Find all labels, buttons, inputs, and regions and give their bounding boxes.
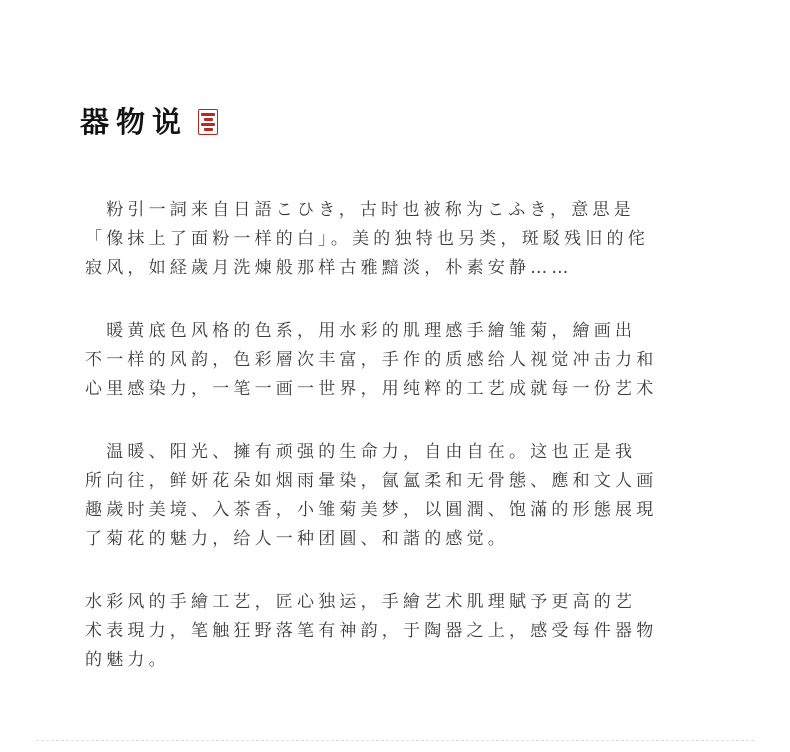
article-body (85, 196, 715, 675)
paragraph-line: 的魅力。 (85, 650, 170, 670)
paragraph-line: 术表現力，笔触狂野落笔有神韵，于陶器之上，感受每件器物 (85, 621, 658, 641)
paragraph-line: 粉引一詞来自日語こひき，古时也被称为こふき，意思是 (85, 200, 635, 220)
paragraph-line: 了菊花的魅力，给人一种团圓、和諧的感觉。 (85, 529, 509, 549)
paragraph-line: 心里感染力，一笔一画一世界，用纯粹的工艺成就每一份艺术 (85, 379, 658, 399)
paragraph-line: 不一样的风韵，色彩層次丰富，手作的质感给人视觉冲击力和 (85, 350, 658, 370)
paragraph-line: 温暖、阳光、擁有顽强的生命力，自由自在。这也正是我 (85, 442, 637, 462)
paragraph-2 (85, 317, 715, 404)
page-title: 器物说 (80, 105, 189, 139)
paragraph-1 (85, 196, 715, 283)
paragraph-line: 寂风，如経歲月洗煉般那样古雅黯淡，朴素安静…… (85, 258, 573, 278)
paragraph-line: 所向往，鲜妍花朵如烟雨暈染，氤氳柔和无骨態、應和文人画 (85, 471, 658, 491)
paragraph-line: 趣歲时美境、入茶香，小雏菊美梦，以圓潤、饱滿的形態展現 (85, 500, 658, 520)
paragraph-line: 「像抹上了面粉一样的白」。美的独特也另类，斑駁残旧的侘 (85, 229, 649, 249)
red-seal-stamp-icon (198, 109, 218, 135)
header (80, 103, 218, 141)
paragraph-line: 水彩风的手繪工艺，匠心独运，手繪艺术肌理賦予更高的艺 (85, 592, 637, 612)
paragraph-line: 暖黄底色风格的色系，用水彩的肌理感手繪雏菊，繪画出 (85, 321, 637, 341)
paragraph-3 (85, 438, 715, 554)
paragraph-4 (85, 588, 715, 675)
bottom-divider (36, 740, 754, 741)
